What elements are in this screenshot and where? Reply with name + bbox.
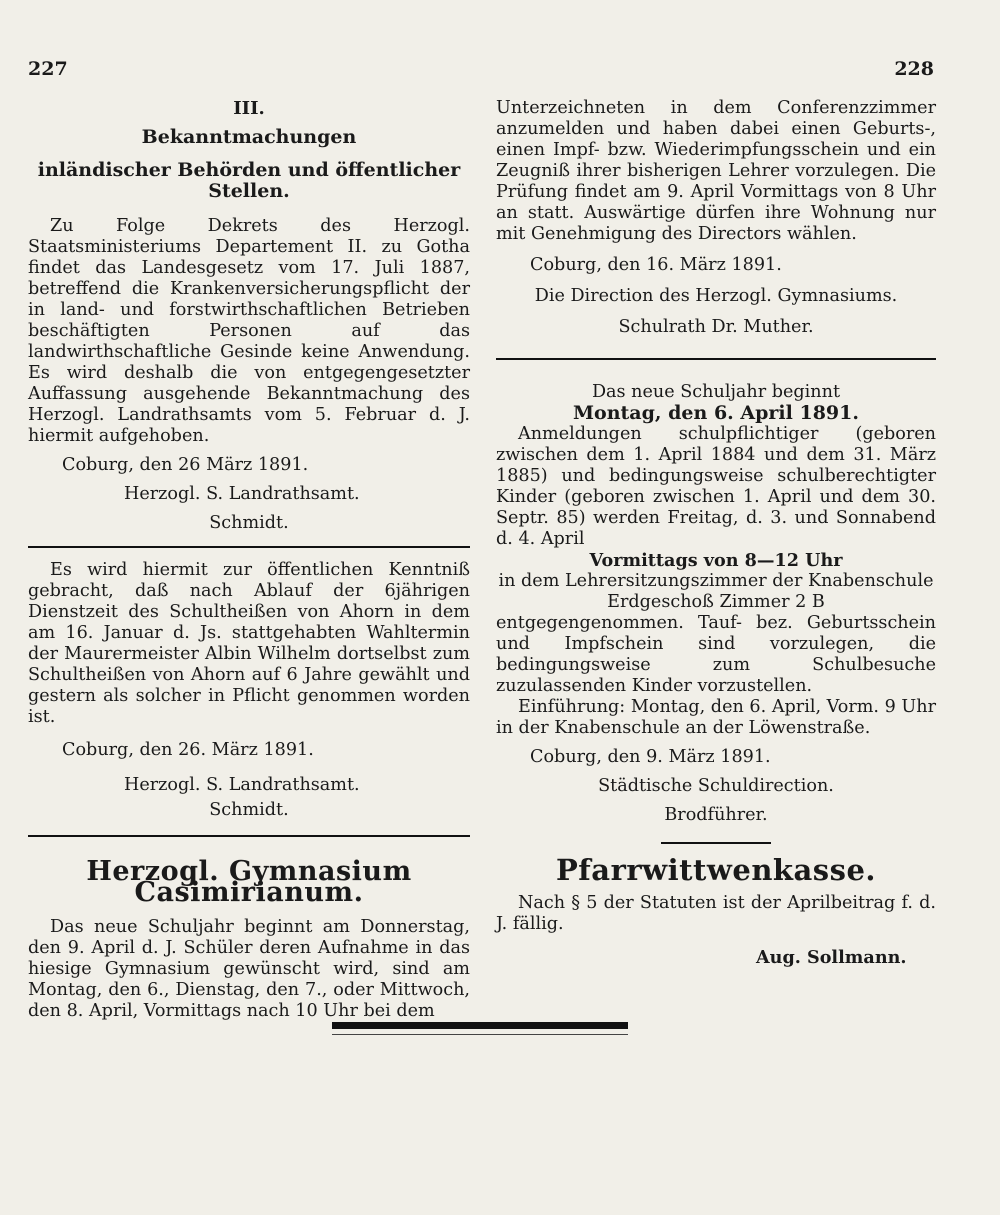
section-number: III. [233,98,265,119]
divider [496,358,936,360]
pfarr-heading: Pfarrwittwenkasse. [556,853,876,887]
right-column [496,98,936,968]
school-start-date: Montag, den 6. April 1891. [573,402,859,424]
notice1-signature: Schmidt. [209,513,289,533]
school-introduction: Einführung: Montag, den 6. April, Vorm. 9 Uhr in der Knabenschule an der Löwenstraße. [496,697,936,738]
school-signature: Brodführer. [664,805,768,825]
closing-rule [332,1022,628,1029]
notice2-authority: Herzogl. S. Landrathsamt. [124,775,360,795]
closing-rule-thin [332,1034,628,1035]
notice2-signature: Schmidt. [209,800,289,820]
school-time: Vormittags von 8—12 Uhr [589,550,843,571]
page-number-right: 228 [894,58,934,80]
school-room: Erdgeschoß Zimmer 2 B [607,592,825,612]
notice1-authority: Herzogl. S. Landrathsamt. [124,484,360,504]
gymnasium-body: Das neue Schuljahr beginnt am Donnerstag, den 9. April d. J. Schüler deren Aufnahme in das hiesige Gymnasium gewünscht wird, sind am Montag, den 6., Dienstag, den 7., oder Mittwoch, den 8. April, Vormittags nach 10 Uhr bei dem [28,917,470,1021]
gymnasium-signature: Schulrath Dr. Muther. [618,317,814,337]
page-number-left: 227 [28,58,68,80]
pfarr-signature: Aug. Sollmann. [756,947,907,968]
gymnasium-heading: Herzogl. Gymnasium Casimirianum. [86,856,412,908]
divider [28,835,470,837]
pfarr-body: Nach § 5 der Statuten ist der Aprilbeitrag f. d. J. fällig. [496,893,936,934]
school-line1: Das neue Schuljahr beginnt [591,382,841,402]
school-place: in dem Lehrersitzungszimmer der Knabenschule [498,571,934,591]
section-subheading: inländischer Behörden und öffentlicher Stellen. [37,159,461,202]
school-authority: Städtische Schuldirection. [598,776,834,796]
school-registration: Anmeldungen schulpflichtiger (geboren zwischen dem 1. April 1884 und dem 31. März 1885) und bedingungsweise schulberechtigter Kinder (geboren zwischen 1. April und dem 30. Septr. 85) werden Freitag, d. 3. und Sonnabend d. 4. April [496,424,936,549]
notice2-date: Coburg, den 26. März 1891. [62,740,314,760]
school-date: Coburg, den 9. März 1891. [530,747,771,767]
gymnasium-date: Coburg, den 16. März 1891. [530,255,782,275]
notice1-body: Zu Folge Dekrets des Herzogl. Staatsministeriums Departement II. zu Gotha findet das Landesgesetz vom 17. Juli 1887, betreffend die Krankenversicherungspflicht der in land- und forstwirthschaftlichen Betrieben beschäftigten Personen auf das landwirthschaftliche Gesinde keine Anwendung. Es wird deshalb die von entgegengesetzter Auffassung ausgehende Bekanntmachung des Herzogl. Landrathsamts vom 5. Februar d. J. hiermit aufgehoben. [28,216,470,446]
school-documents: entgegengenommen. Tauf- bez. Geburtsschein und Impfschein sind vorzulegen, die bedingungsweise zum Schulbesuche zuzulassenden Kinder vorzustellen. [496,613,936,696]
notice2-body: Es wird hiermit zur öffentlichen Kenntniß gebracht, daß nach Ablauf der 6jährigen Dienstzeit des Schultheißen von Ahorn in dem am 16. Januar d. Js. stattgehabten Wahltermin der Maurermeister Albin Wilhelm dortselbst zum Schultheißen von Ahorn auf 6 Jahre gewählt und gestern als solcher in Pflicht genommen worden ist. [28,560,470,727]
left-column [28,98,470,1022]
gymnasium-authority: Die Direction des Herzogl. Gymnasiums. [534,286,898,306]
section-heading: Bekanntmachungen [141,126,357,148]
notice1-date: Coburg, den 26 März 1891. [62,455,309,475]
gymnasium-continuation: Unterzeichneten in dem Conferenzzimmer anzumelden und haben dabei einen Geburts-, einen Impf- bzw. Wiederimpfungsschein und ein Zeugniß ihrer bisherigen Lehrer vorzulegen. Die Prüfung findet am 9. April Vormittags von 8 Uhr an statt. Auswärtige dürfen ihre Wohnung nur mit Genehmigung des Directors wählen. [496,98,936,244]
short-divider [661,842,771,844]
divider [28,546,470,548]
